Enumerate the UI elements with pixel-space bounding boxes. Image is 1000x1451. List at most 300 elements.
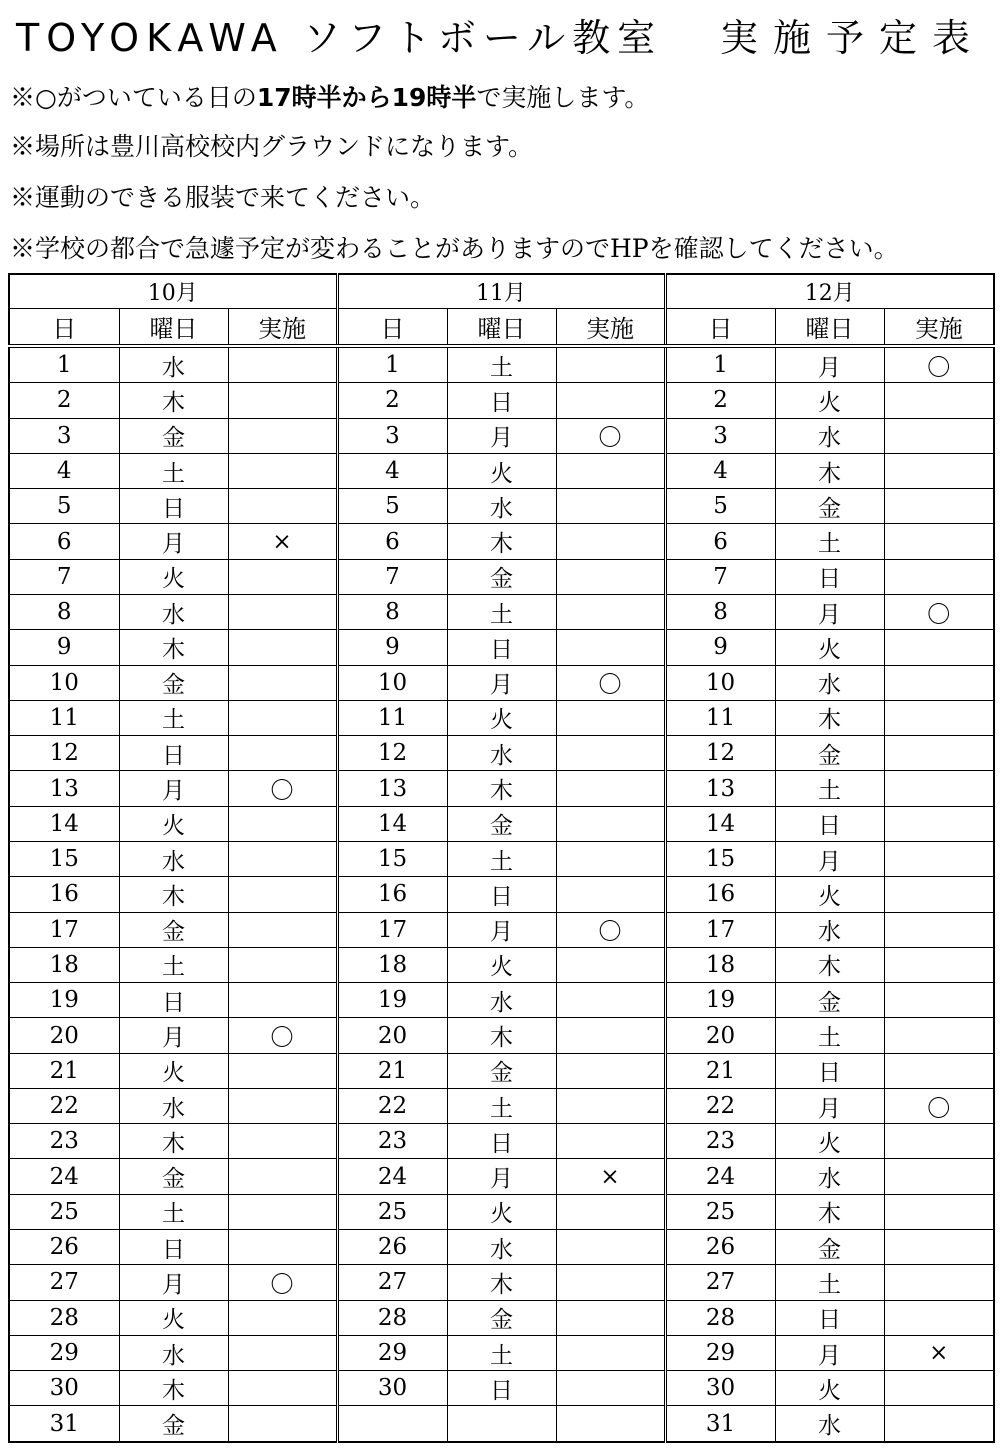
held-mark-cell	[884, 877, 994, 912]
month-header-dec: 12月	[665, 274, 994, 309]
held-mark-cell	[556, 559, 665, 594]
column-header-held: 実施	[556, 309, 665, 347]
table-row	[9, 1018, 994, 1053]
weekday-cell: 金	[775, 736, 884, 771]
weekday-cell: 土	[447, 841, 556, 876]
day-cell: 1	[337, 346, 447, 383]
held-mark-cell	[228, 594, 337, 629]
held-mark-cell	[556, 1300, 665, 1335]
held-mark-cell	[228, 983, 337, 1018]
held-mark-cell	[228, 1406, 337, 1442]
day-cell: 23	[665, 1124, 775, 1159]
held-mark-cell	[228, 841, 337, 876]
day-cell: 24	[337, 1159, 447, 1194]
month-header-row	[9, 274, 994, 309]
day-cell: 10	[9, 665, 119, 700]
weekday-cell: 土	[119, 947, 228, 982]
weekday-cell: 月	[775, 1335, 884, 1370]
note-4-text: ※学校の都合で急遽予定が変わることがありますのでHPを確認してください。	[10, 234, 899, 263]
held-mark-cell	[556, 453, 665, 488]
day-cell: 18	[665, 947, 775, 982]
held-mark-cell	[556, 524, 665, 559]
held-mark-cell	[556, 346, 665, 383]
weekday-cell: 土	[775, 1018, 884, 1053]
day-cell	[337, 1406, 447, 1442]
weekday-cell: 火	[447, 1194, 556, 1229]
weekday-cell: 火	[119, 1300, 228, 1335]
held-mark-cell: ×	[228, 524, 337, 559]
page-subtitle: 実施予定表	[720, 16, 986, 60]
held-mark-cell	[228, 912, 337, 947]
day-cell: 20	[9, 1018, 119, 1053]
day-cell: 13	[9, 771, 119, 806]
day-cell: 29	[665, 1335, 775, 1370]
weekday-cell: 月	[119, 771, 228, 806]
held-mark-cell	[884, 947, 994, 982]
table-row	[9, 1406, 994, 1442]
weekday-cell: 木	[775, 947, 884, 982]
table-row	[9, 1230, 994, 1265]
weekday-cell: 金	[775, 489, 884, 524]
column-header-row	[9, 309, 994, 347]
weekday-cell: 木	[447, 524, 556, 559]
day-cell: 21	[9, 1053, 119, 1088]
weekday-cell: 月	[447, 665, 556, 700]
held-mark-cell	[884, 1159, 994, 1194]
held-mark-cell	[884, 418, 994, 453]
note-1-suffix: で実施します。	[476, 83, 650, 112]
held-mark-cell	[556, 1265, 665, 1300]
day-cell: 28	[665, 1300, 775, 1335]
held-mark-cell: ×	[556, 1159, 665, 1194]
held-mark-cell	[884, 841, 994, 876]
weekday-cell: 火	[119, 1053, 228, 1088]
note-4	[10, 233, 990, 265]
weekday-cell: 土	[119, 453, 228, 488]
day-cell: 8	[665, 594, 775, 629]
page-title: TOYOKAWA ソフトボール教室	[16, 16, 663, 60]
held-mark-cell	[228, 489, 337, 524]
weekday-cell: 金	[119, 418, 228, 453]
held-mark-cell	[556, 594, 665, 629]
day-cell: 19	[337, 983, 447, 1018]
held-mark-cell	[228, 453, 337, 488]
held-mark-cell: 〇	[556, 418, 665, 453]
day-cell: 21	[665, 1053, 775, 1088]
weekday-cell: 火	[775, 877, 884, 912]
table-row	[9, 1124, 994, 1159]
day-cell: 16	[9, 877, 119, 912]
day-cell: 28	[337, 1300, 447, 1335]
day-cell: 10	[337, 665, 447, 700]
weekday-cell: 月	[447, 418, 556, 453]
weekday-cell: 火	[775, 1124, 884, 1159]
day-cell: 2	[9, 383, 119, 418]
day-cell: 20	[665, 1018, 775, 1053]
weekday-cell: 木	[119, 383, 228, 418]
weekday-cell: 水	[119, 346, 228, 383]
weekday-cell: 日	[775, 806, 884, 841]
weekday-cell: 日	[447, 877, 556, 912]
day-cell: 16	[665, 877, 775, 912]
held-mark-cell	[556, 877, 665, 912]
held-mark-cell	[556, 771, 665, 806]
held-mark-cell	[556, 1371, 665, 1406]
held-mark-cell	[884, 1371, 994, 1406]
day-cell: 17	[337, 912, 447, 947]
weekday-cell: 土	[775, 771, 884, 806]
day-cell: 13	[665, 771, 775, 806]
note-3-text: ※運動のできる服装で来てください。	[10, 183, 436, 212]
day-cell: 11	[665, 700, 775, 735]
weekday-cell: 水	[775, 1406, 884, 1442]
held-mark-cell	[556, 947, 665, 982]
held-mark-cell	[884, 383, 994, 418]
day-cell: 7	[337, 559, 447, 594]
day-cell: 19	[9, 983, 119, 1018]
day-cell: 25	[9, 1194, 119, 1229]
weekday-cell: 木	[775, 1194, 884, 1229]
weekday-cell: 月	[775, 841, 884, 876]
weekday-cell: 土	[119, 700, 228, 735]
day-cell: 9	[9, 630, 119, 665]
day-cell: 12	[665, 736, 775, 771]
day-cell: 3	[665, 418, 775, 453]
weekday-cell: 金	[775, 983, 884, 1018]
day-cell: 14	[665, 806, 775, 841]
day-cell: 12	[337, 736, 447, 771]
held-mark-cell	[556, 383, 665, 418]
schedule-table	[8, 273, 995, 1443]
held-mark-cell: 〇	[884, 594, 994, 629]
weekday-cell: 木	[447, 771, 556, 806]
held-mark-cell: 〇	[228, 1018, 337, 1053]
column-header-held: 実施	[884, 309, 994, 347]
weekday-cell: 日	[447, 383, 556, 418]
weekday-cell: 水	[775, 1159, 884, 1194]
table-row	[9, 771, 994, 806]
table-row	[9, 630, 994, 665]
day-cell: 9	[665, 630, 775, 665]
weekday-cell: 水	[447, 1230, 556, 1265]
held-mark-cell	[884, 489, 994, 524]
day-cell: 13	[337, 771, 447, 806]
day-cell: 4	[9, 453, 119, 488]
table-row	[9, 594, 994, 629]
column-header-day: 日	[9, 309, 119, 347]
weekday-cell: 金	[447, 1300, 556, 1335]
weekday-cell: 日	[447, 1371, 556, 1406]
held-mark-cell	[884, 736, 994, 771]
held-mark-cell	[884, 700, 994, 735]
weekday-cell: 木	[447, 1265, 556, 1300]
weekday-cell: 日	[775, 1300, 884, 1335]
note-1	[10, 82, 990, 114]
weekday-cell: 日	[447, 630, 556, 665]
note-3	[10, 182, 990, 214]
held-mark-cell	[556, 841, 665, 876]
held-mark-cell	[556, 1018, 665, 1053]
table-row	[9, 1088, 994, 1123]
table-row	[9, 1265, 994, 1300]
day-cell: 26	[9, 1230, 119, 1265]
table-row	[9, 665, 994, 700]
day-cell: 11	[337, 700, 447, 735]
weekday-cell: 火	[447, 947, 556, 982]
day-cell: 30	[665, 1371, 775, 1406]
held-mark-cell	[228, 1194, 337, 1229]
weekday-cell: 水	[119, 1088, 228, 1123]
day-cell: 7	[665, 559, 775, 594]
weekday-cell: 土	[447, 346, 556, 383]
day-cell: 18	[337, 947, 447, 982]
weekday-cell: 水	[119, 1335, 228, 1370]
weekday-cell: 火	[119, 806, 228, 841]
note-1-prefix: ※○がついている日の	[10, 83, 257, 112]
held-mark-cell: 〇	[556, 665, 665, 700]
weekday-cell: 土	[447, 1088, 556, 1123]
note-1-emphasis: 17時半から19時半	[256, 83, 477, 112]
day-cell: 6	[665, 524, 775, 559]
day-cell: 12	[9, 736, 119, 771]
weekday-cell: 月	[447, 1159, 556, 1194]
weekday-cell: 火	[775, 630, 884, 665]
held-mark-cell	[228, 383, 337, 418]
held-mark-cell	[884, 1300, 994, 1335]
held-mark-cell	[884, 1406, 994, 1442]
weekday-cell: 水	[119, 841, 228, 876]
held-mark-cell: 〇	[884, 346, 994, 383]
held-mark-cell	[556, 1124, 665, 1159]
column-header-weekday: 曜日	[119, 309, 228, 347]
day-cell: 7	[9, 559, 119, 594]
table-row	[9, 1194, 994, 1229]
table-row	[9, 1335, 994, 1370]
held-mark-cell	[556, 1230, 665, 1265]
column-header-weekday: 曜日	[447, 309, 556, 347]
day-cell: 27	[665, 1265, 775, 1300]
table-row	[9, 1053, 994, 1088]
table-row	[9, 524, 994, 559]
weekday-cell: 木	[775, 453, 884, 488]
held-mark-cell	[228, 947, 337, 982]
weekday-cell: 木	[447, 1018, 556, 1053]
weekday-cell: 水	[447, 736, 556, 771]
held-mark-cell	[884, 771, 994, 806]
schedule-body	[9, 346, 994, 1442]
weekday-cell: 金	[447, 806, 556, 841]
note-2	[10, 131, 990, 163]
weekday-cell: 土	[447, 1335, 556, 1370]
table-row	[9, 346, 994, 383]
table-row	[9, 841, 994, 876]
day-cell: 30	[9, 1371, 119, 1406]
weekday-cell: 木	[119, 877, 228, 912]
held-mark-cell	[228, 700, 337, 735]
held-mark-cell	[884, 1194, 994, 1229]
day-cell: 30	[337, 1371, 447, 1406]
day-cell: 31	[665, 1406, 775, 1442]
held-mark-cell	[556, 489, 665, 524]
day-cell: 1	[665, 346, 775, 383]
weekday-cell: 日	[119, 1230, 228, 1265]
weekday-cell: 日	[119, 736, 228, 771]
held-mark-cell	[228, 559, 337, 594]
day-cell: 25	[337, 1194, 447, 1229]
day-cell: 25	[665, 1194, 775, 1229]
table-row	[9, 700, 994, 735]
held-mark-cell	[228, 630, 337, 665]
weekday-cell: 月	[119, 524, 228, 559]
weekday-cell: 日	[447, 1124, 556, 1159]
weekday-cell: 水	[775, 418, 884, 453]
day-cell: 15	[665, 841, 775, 876]
weekday-cell: 金	[447, 1053, 556, 1088]
table-row	[9, 489, 994, 524]
weekday-cell: 木	[775, 700, 884, 735]
day-cell: 29	[337, 1335, 447, 1370]
held-mark-cell	[228, 1300, 337, 1335]
weekday-cell	[447, 1406, 556, 1442]
weekday-cell: 土	[775, 1265, 884, 1300]
table-row	[9, 806, 994, 841]
weekday-cell: 月	[775, 594, 884, 629]
table-row	[9, 418, 994, 453]
day-cell: 26	[665, 1230, 775, 1265]
weekday-cell: 日	[775, 1053, 884, 1088]
day-cell: 28	[9, 1300, 119, 1335]
held-mark-cell	[556, 983, 665, 1018]
weekday-cell: 土	[119, 1194, 228, 1229]
table-row	[9, 1300, 994, 1335]
day-cell: 9	[337, 630, 447, 665]
table-row	[9, 1159, 994, 1194]
day-cell: 17	[665, 912, 775, 947]
day-cell: 31	[9, 1406, 119, 1442]
weekday-cell: 金	[119, 1406, 228, 1442]
day-cell: 18	[9, 947, 119, 982]
day-cell: 23	[337, 1124, 447, 1159]
held-mark-cell: 〇	[556, 912, 665, 947]
held-mark-cell	[884, 806, 994, 841]
held-mark-cell	[556, 1335, 665, 1370]
table-row	[9, 736, 994, 771]
day-cell: 10	[665, 665, 775, 700]
day-cell: 3	[9, 418, 119, 453]
day-cell: 24	[9, 1159, 119, 1194]
held-mark-cell	[228, 1335, 337, 1370]
weekday-cell: 金	[119, 1159, 228, 1194]
held-mark-cell	[884, 983, 994, 1018]
day-cell: 3	[337, 418, 447, 453]
column-header-weekday: 曜日	[775, 309, 884, 347]
weekday-cell: 火	[119, 559, 228, 594]
held-mark-cell	[228, 1371, 337, 1406]
held-mark-cell	[228, 806, 337, 841]
table-row	[9, 559, 994, 594]
table-row	[9, 383, 994, 418]
day-cell: 5	[9, 489, 119, 524]
weekday-cell: 水	[119, 594, 228, 629]
day-cell: 26	[337, 1230, 447, 1265]
day-cell: 19	[665, 983, 775, 1018]
day-cell: 8	[337, 594, 447, 629]
weekday-cell: 月	[775, 346, 884, 383]
weekday-cell: 月	[775, 1088, 884, 1123]
weekday-cell: 木	[119, 1371, 228, 1406]
table-row	[9, 1371, 994, 1406]
weekday-cell: 火	[775, 383, 884, 418]
day-cell: 14	[9, 806, 119, 841]
weekday-cell: 金	[119, 912, 228, 947]
day-cell: 27	[9, 1265, 119, 1300]
day-cell: 22	[665, 1088, 775, 1123]
day-cell: 4	[665, 453, 775, 488]
day-cell: 17	[9, 912, 119, 947]
day-cell: 23	[9, 1124, 119, 1159]
day-cell: 29	[9, 1335, 119, 1370]
held-mark-cell	[884, 453, 994, 488]
held-mark-cell	[556, 1194, 665, 1229]
held-mark-cell	[228, 1230, 337, 1265]
weekday-cell: 金	[119, 665, 228, 700]
note-2-text: ※場所は豊川高校校内グラウンドになります。	[10, 132, 534, 161]
day-cell: 4	[337, 453, 447, 488]
day-cell: 24	[665, 1159, 775, 1194]
weekday-cell: 月	[447, 912, 556, 947]
weekday-cell: 日	[119, 489, 228, 524]
held-mark-cell	[228, 1159, 337, 1194]
held-mark-cell: ×	[884, 1335, 994, 1370]
table-row	[9, 983, 994, 1018]
held-mark-cell	[228, 1053, 337, 1088]
held-mark-cell	[884, 1018, 994, 1053]
day-cell: 22	[9, 1088, 119, 1123]
weekday-cell: 火	[775, 1371, 884, 1406]
column-header-day: 日	[665, 309, 775, 347]
held-mark-cell	[884, 524, 994, 559]
held-mark-cell	[884, 665, 994, 700]
weekday-cell: 水	[447, 489, 556, 524]
held-mark-cell	[884, 1053, 994, 1088]
weekday-cell: 火	[447, 453, 556, 488]
held-mark-cell	[884, 559, 994, 594]
day-cell: 16	[337, 877, 447, 912]
day-cell: 8	[9, 594, 119, 629]
weekday-cell: 日	[775, 559, 884, 594]
held-mark-cell: 〇	[228, 771, 337, 806]
weekday-cell: 金	[775, 1230, 884, 1265]
table-row	[9, 947, 994, 982]
weekday-cell: 木	[119, 1124, 228, 1159]
weekday-cell: 月	[119, 1265, 228, 1300]
held-mark-cell	[228, 1124, 337, 1159]
held-mark-cell	[228, 1088, 337, 1123]
weekday-cell: 水	[775, 912, 884, 947]
held-mark-cell	[228, 346, 337, 383]
held-mark-cell	[556, 700, 665, 735]
day-cell: 5	[665, 489, 775, 524]
column-header-held: 実施	[228, 309, 337, 347]
held-mark-cell	[884, 630, 994, 665]
weekday-cell: 火	[447, 700, 556, 735]
held-mark-cell	[884, 1230, 994, 1265]
month-header-oct: 10月	[9, 274, 337, 309]
day-cell: 15	[9, 841, 119, 876]
day-cell: 5	[337, 489, 447, 524]
weekday-cell: 月	[119, 1018, 228, 1053]
day-cell: 6	[337, 524, 447, 559]
